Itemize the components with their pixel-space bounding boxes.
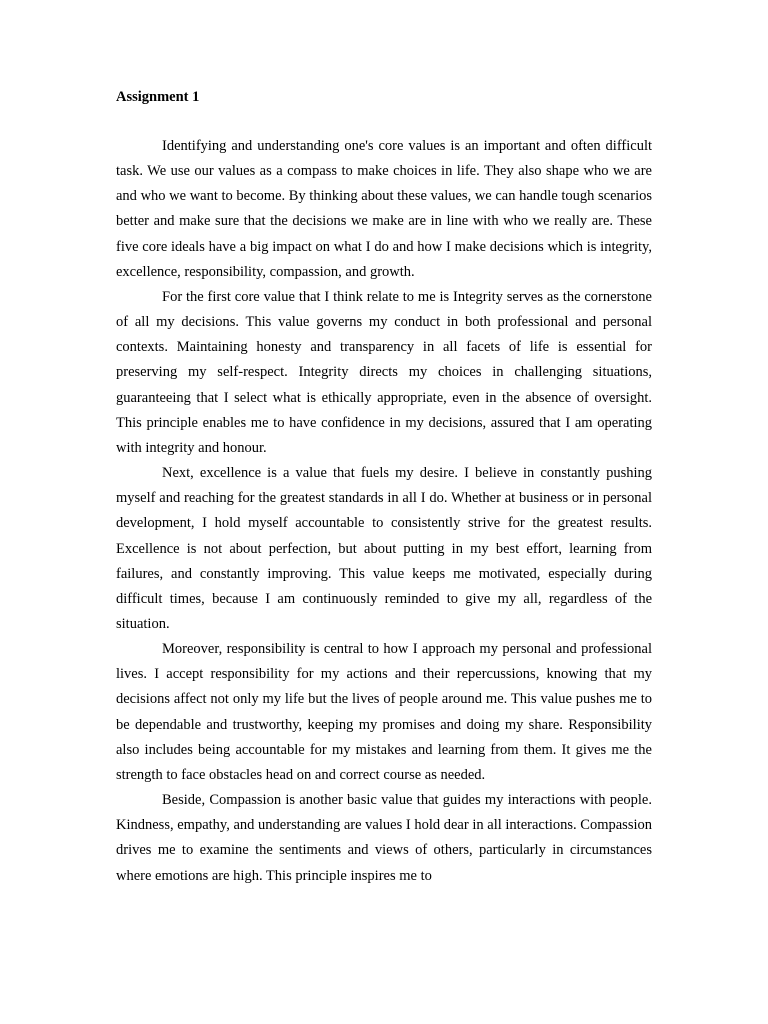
- document-body: [116, 134, 652, 889]
- paragraph-compassion: Beside, Compassion is another basic value that guides my interactions with people. Kindness, empathy, and understanding are values I hold dear in all interactions. Compassion drives me to examine the sentiments and views of others, particularly in circumstances where emotions are high. This principle inspires me to: [116, 792, 652, 884]
- paragraph-excellence: Next, excellence is a value that fuels my desire. I believe in constantly pushing myself and reaching for the greatest standards in all I do. Whether at business or in personal development, I hold myself accountable to consistently strive for the greatest results. Excellence is not about perfection, but about putting in my best effort, learning from failures, and constantly improving. This value keeps me motivated, especially during difficult times, because I am continuously reminded to give my all, regardless of the situation.: [116, 465, 652, 632]
- page-title: Assignment 1: [116, 89, 200, 105]
- paragraph-introduction: Identifying and understanding one's core values is an important and often difficult task. We use our values as a compass to make choices in life. They also shape who we are and who we want to become. By thinking about these values, we can handle tough scenarios better and make sure that the decisions we make are in line with who we really are. These five core ideals have a big impact on what I do and how I make decisions which is integrity, excellence, responsibility, compassion, and growth.: [116, 138, 652, 280]
- paragraph-responsibility: Moreover, responsibility is central to how I approach my personal and professional lives. I accept responsibility for my actions and their repercussions, knowing that my decisions affect not only my life but the lives of people around me. This value pushes me to be dependable and trustworthy, keeping my promises and doing my share. Responsibility also includes being accountable for my mistakes and learning from them. It gives me the strength to face obstacles head on and correct course as needed.: [116, 641, 652, 783]
- paragraph-integrity: For the first core value that I think relate to me is Integrity serves as the cornerstone of all my decisions. This value governs my conduct in both professional and personal contexts. Maintaining honesty and transparency in all facets of life is essential for preserving my self-respect. Integrity directs my choices in challenging situations, guaranteeing that I select what is ethically appropriate, even in the absence of oversight. This principle enables me to have confidence in my decisions, assured that I am operating with integrity and honour.: [116, 288, 652, 456]
